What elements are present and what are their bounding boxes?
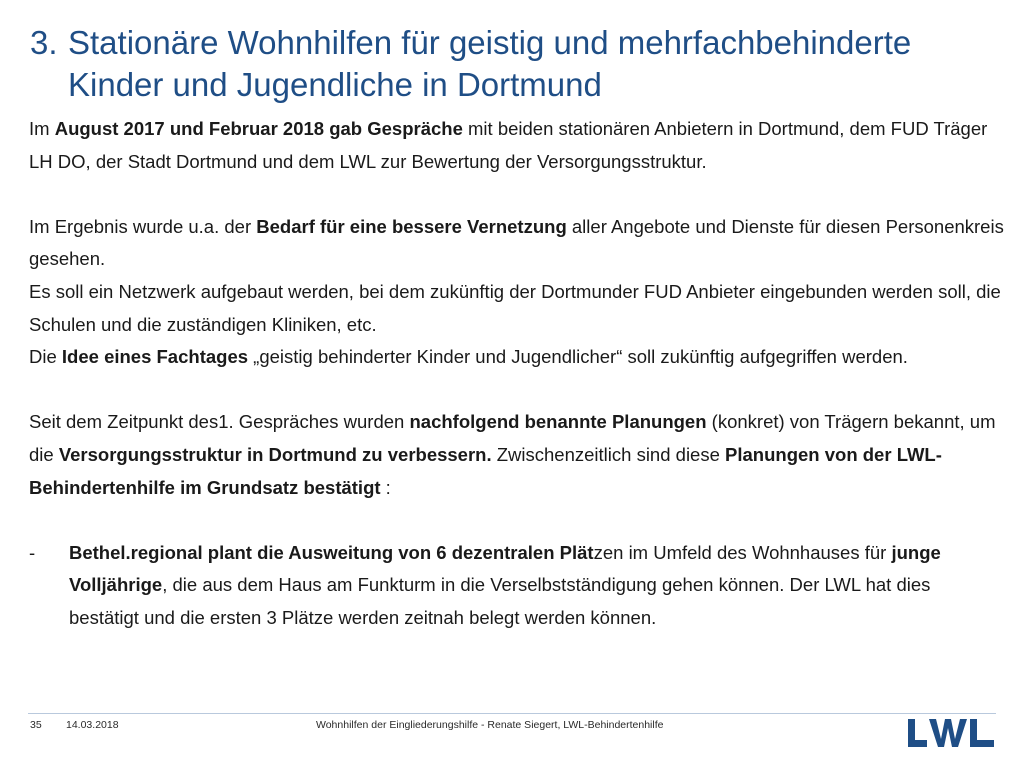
title-line-2: Kinder und Jugendliche in Dortmund xyxy=(68,66,602,103)
paragraph-network: Es soll ein Netzwerk aufgebaut werden, bei dem zukünftig der Dortmunder FUD Anbieter eingebunden werden soll, die Schulen und die zuständigen Kliniken, etc. xyxy=(29,280,1001,335)
footer-divider xyxy=(28,713,996,714)
footer-caption: Wohnhilfen der Eingliederungshilfe - Renate Siegert, LWL-Behindertenhilfe xyxy=(316,719,664,731)
list-item xyxy=(29,537,1004,635)
paragraph-meetings xyxy=(29,113,1004,178)
paragraph-planning xyxy=(29,406,1004,504)
title-number: 3. xyxy=(30,24,58,61)
p4-text: Die xyxy=(29,346,62,368)
b1-text-2: , die aus dem Haus am Funkturm in die Verselbstständigung gehen können. Der LWL hat dies bestätigt und die ersten 3 Plätze werden zeitnah belegt werden können. xyxy=(69,574,931,628)
b1-bold-2: junge Volljährige xyxy=(69,541,941,596)
footer-date: 14.03.2018 xyxy=(66,719,119,731)
p2-bold: Bedarf für eine bessere Vernetzung xyxy=(256,215,567,237)
p5-text-3: Zwischenzeitlich sind diese xyxy=(491,443,726,465)
b1-bold-1: Bethel.regional plant die Ausweitung von 6 dezentralen Plät xyxy=(69,541,594,563)
p5-text: Seit dem Zeitpunkt des1. Gespräches wurden xyxy=(29,411,410,433)
page-number: 35 xyxy=(30,719,42,731)
p2-text: Im Ergebnis wurde u.a. der xyxy=(29,215,257,237)
lwl-logo xyxy=(907,717,997,749)
title-line-1: Stationäre Wohnhilfen für geistig und mehrfachbehinderte xyxy=(68,24,912,61)
p2-text-rest: aller Angebote und Dienste für diesen Personenkreis gesehen. xyxy=(29,215,1004,270)
bullet-text xyxy=(69,537,1004,635)
p5-bold-3: Planungen von der LWL-Behindertenhilfe im Grundsatz bestätigt xyxy=(29,443,942,498)
p1-text: Im xyxy=(29,118,55,139)
p5-text-2: (konkret) von Trägern bekannt, um die xyxy=(29,411,996,465)
p1-text-rest: mit beiden stationären Anbietern in Dortmund, dem FUD Träger LH DO, der Stadt Dortmund und dem LWL zur Bewertung der Versorgungsstruktur. xyxy=(29,118,988,172)
b1-text-1: zen im Umfeld des Wohnhauses für xyxy=(593,541,892,563)
p1-bold: August 2017 und Februar 2018 gab Gespräche xyxy=(54,118,463,139)
paragraph-result xyxy=(29,211,1004,276)
p5-bold-2: Versorgungsstruktur in Dortmund zu verbessern. xyxy=(58,443,492,465)
bullet-dash: - xyxy=(29,541,36,563)
p4-bold: Idee eines Fachtages xyxy=(61,346,249,368)
p5-text-4: : xyxy=(380,476,391,498)
p4-text-rest: „geistig behinderter Kinder und Jugendlicher“ soll zukünftig aufgegriffen werden. xyxy=(248,346,908,368)
paragraph-fachtag xyxy=(29,341,1004,374)
slide-title xyxy=(30,22,1010,106)
p5-bold-1: nachfolgend benannte Planungen xyxy=(409,411,707,433)
slide-body xyxy=(29,113,1004,635)
